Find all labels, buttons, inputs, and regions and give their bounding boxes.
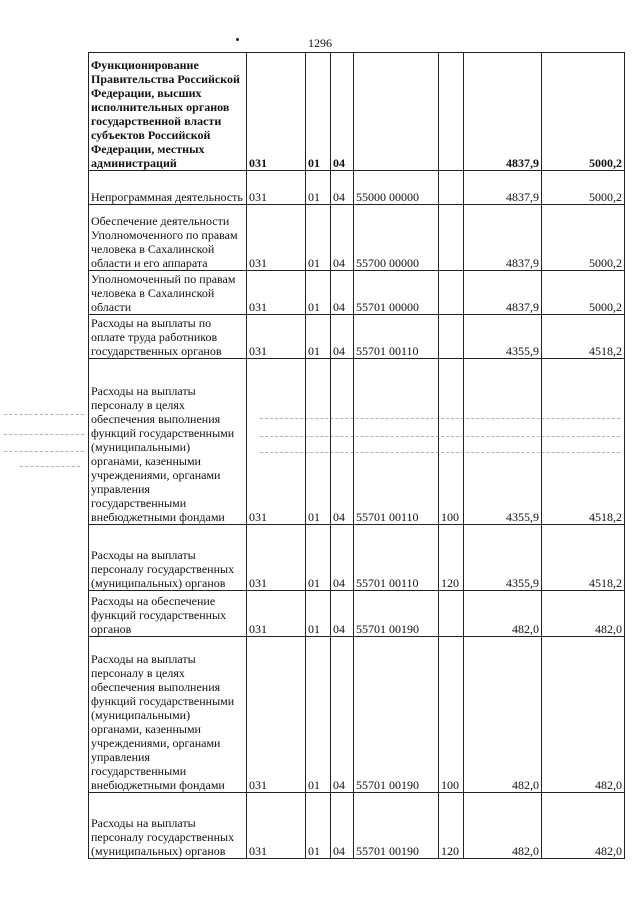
- row-name: Расходы на выплаты персоналу государственных (муниципальных) органов: [89, 525, 247, 591]
- row-pr-code: 04: [331, 205, 354, 271]
- table-row: [89, 525, 625, 591]
- row-amount-2: 5000,2: [542, 53, 625, 171]
- row-amount-1: 4837,9: [464, 205, 542, 271]
- table-row: [89, 53, 625, 171]
- table-row: [89, 359, 625, 525]
- row-vr-code: [439, 53, 464, 171]
- row-pr-code: 04: [331, 53, 354, 171]
- table-row: [89, 637, 625, 793]
- row-amount-2: 5000,2: [542, 171, 625, 205]
- row-name: Функционирование Правительства Российской Федерации, высших исполнительных органов государственной власти субъектов Российской Федерации, местных администраций: [89, 53, 247, 171]
- row-vr-code: 120: [439, 793, 464, 859]
- row-name: Непрограммная деятельность: [89, 171, 247, 205]
- row-pr-code: 04: [331, 525, 354, 591]
- row-rz-code: 01: [306, 205, 331, 271]
- row-gr-code: 031: [247, 637, 306, 793]
- table-row: [89, 315, 625, 359]
- row-gr-code: 031: [247, 359, 306, 525]
- row-gr-code: 031: [247, 205, 306, 271]
- row-rz-code: 01: [306, 591, 331, 637]
- row-vr-code: 100: [439, 359, 464, 525]
- budget-table: [88, 52, 625, 859]
- row-name: Расходы на выплаты персоналу государственных (муниципальных) органов: [89, 793, 247, 859]
- row-amount-1: 4837,9: [464, 271, 542, 315]
- row-gr-code: 031: [247, 793, 306, 859]
- row-pr-code: 04: [331, 637, 354, 793]
- row-csr-code: 55701 00000: [354, 271, 439, 315]
- scan-artifact: [4, 434, 84, 436]
- row-name: Расходы на выплаты по оплате труда работников государственных органов: [89, 315, 247, 359]
- row-name: Расходы на выплаты персоналу в целях обеспечения выполнения функций государственными (муниципальными) органами, казенными учреждениями, органами управления государственными внебюджетными фондами: [89, 359, 247, 525]
- row-rz-code: 01: [306, 315, 331, 359]
- scan-artifact: [260, 436, 620, 438]
- row-pr-code: 04: [331, 315, 354, 359]
- table-row: [89, 793, 625, 859]
- row-csr-code: 55701 00110: [354, 359, 439, 525]
- scan-artifact: [260, 418, 620, 420]
- row-amount-2: 482,0: [542, 793, 625, 859]
- row-amount-1: 4355,9: [464, 315, 542, 359]
- scan-artifact: [260, 452, 620, 454]
- row-pr-code: 04: [331, 271, 354, 315]
- row-name: Уполномоченный по правам человека в Сахалинской области: [89, 271, 247, 315]
- row-vr-code: [439, 271, 464, 315]
- row-pr-code: 04: [331, 359, 354, 525]
- table-row: [89, 271, 625, 315]
- row-gr-code: 031: [247, 591, 306, 637]
- scan-artifact: [4, 451, 84, 453]
- scan-artifact: [20, 466, 80, 468]
- row-name: Расходы на обеспечение функций государственных органов: [89, 591, 247, 637]
- row-amount-2: 5000,2: [542, 271, 625, 315]
- row-csr-code: 55701 00190: [354, 637, 439, 793]
- row-name: Расходы на выплаты персоналу в целях обеспечения выполнения функций государственными (муниципальными) органами, казенными учреждениями, органами управления государственными внебюджетными фондами: [89, 637, 247, 793]
- row-amount-1: 4837,9: [464, 53, 542, 171]
- row-csr-code: 55000 00000: [354, 171, 439, 205]
- row-csr-code: 55701 00190: [354, 793, 439, 859]
- row-amount-2: 4518,2: [542, 315, 625, 359]
- row-gr-code: 031: [247, 271, 306, 315]
- row-pr-code: 04: [331, 793, 354, 859]
- row-csr-code: 55701 00190: [354, 591, 439, 637]
- row-csr-code: 55700 00000: [354, 205, 439, 271]
- row-amount-2: 482,0: [542, 637, 625, 793]
- row-csr-code: 55701 00110: [354, 525, 439, 591]
- row-name: Обеспечение деятельности Уполномоченного по правам человека в Сахалинской области и его аппарата: [89, 205, 247, 271]
- row-gr-code: 031: [247, 525, 306, 591]
- row-amount-1: 4355,9: [464, 525, 542, 591]
- row-vr-code: [439, 205, 464, 271]
- row-amount-2: 482,0: [542, 591, 625, 637]
- row-rz-code: 01: [306, 171, 331, 205]
- row-pr-code: 04: [331, 591, 354, 637]
- row-amount-1: 482,0: [464, 793, 542, 859]
- row-rz-code: 01: [306, 525, 331, 591]
- row-vr-code: 100: [439, 637, 464, 793]
- row-rz-code: 01: [306, 271, 331, 315]
- row-amount-2: 4518,2: [542, 359, 625, 525]
- row-rz-code: 01: [306, 359, 331, 525]
- row-vr-code: 120: [439, 525, 464, 591]
- row-amount-2: 4518,2: [542, 525, 625, 591]
- row-amount-1: 4837,9: [464, 171, 542, 205]
- row-vr-code: [439, 315, 464, 359]
- row-amount-2: 5000,2: [542, 205, 625, 271]
- row-amount-1: 4355,9: [464, 359, 542, 525]
- row-gr-code: 031: [247, 315, 306, 359]
- row-pr-code: 04: [331, 171, 354, 205]
- row-csr-code: [354, 53, 439, 171]
- row-amount-1: 482,0: [464, 591, 542, 637]
- row-gr-code: 031: [247, 53, 306, 171]
- scan-artifact: [4, 414, 84, 416]
- row-csr-code: 55701 00110: [354, 315, 439, 359]
- row-vr-code: [439, 171, 464, 205]
- table-row: [89, 171, 625, 205]
- table-row: [89, 205, 625, 271]
- row-vr-code: [439, 591, 464, 637]
- table-row: [89, 591, 625, 637]
- row-rz-code: 01: [306, 637, 331, 793]
- row-rz-code: 01: [306, 53, 331, 171]
- row-gr-code: 031: [247, 171, 306, 205]
- row-amount-1: 482,0: [464, 637, 542, 793]
- page-number: 1296: [308, 36, 332, 50]
- row-rz-code: 01: [306, 793, 331, 859]
